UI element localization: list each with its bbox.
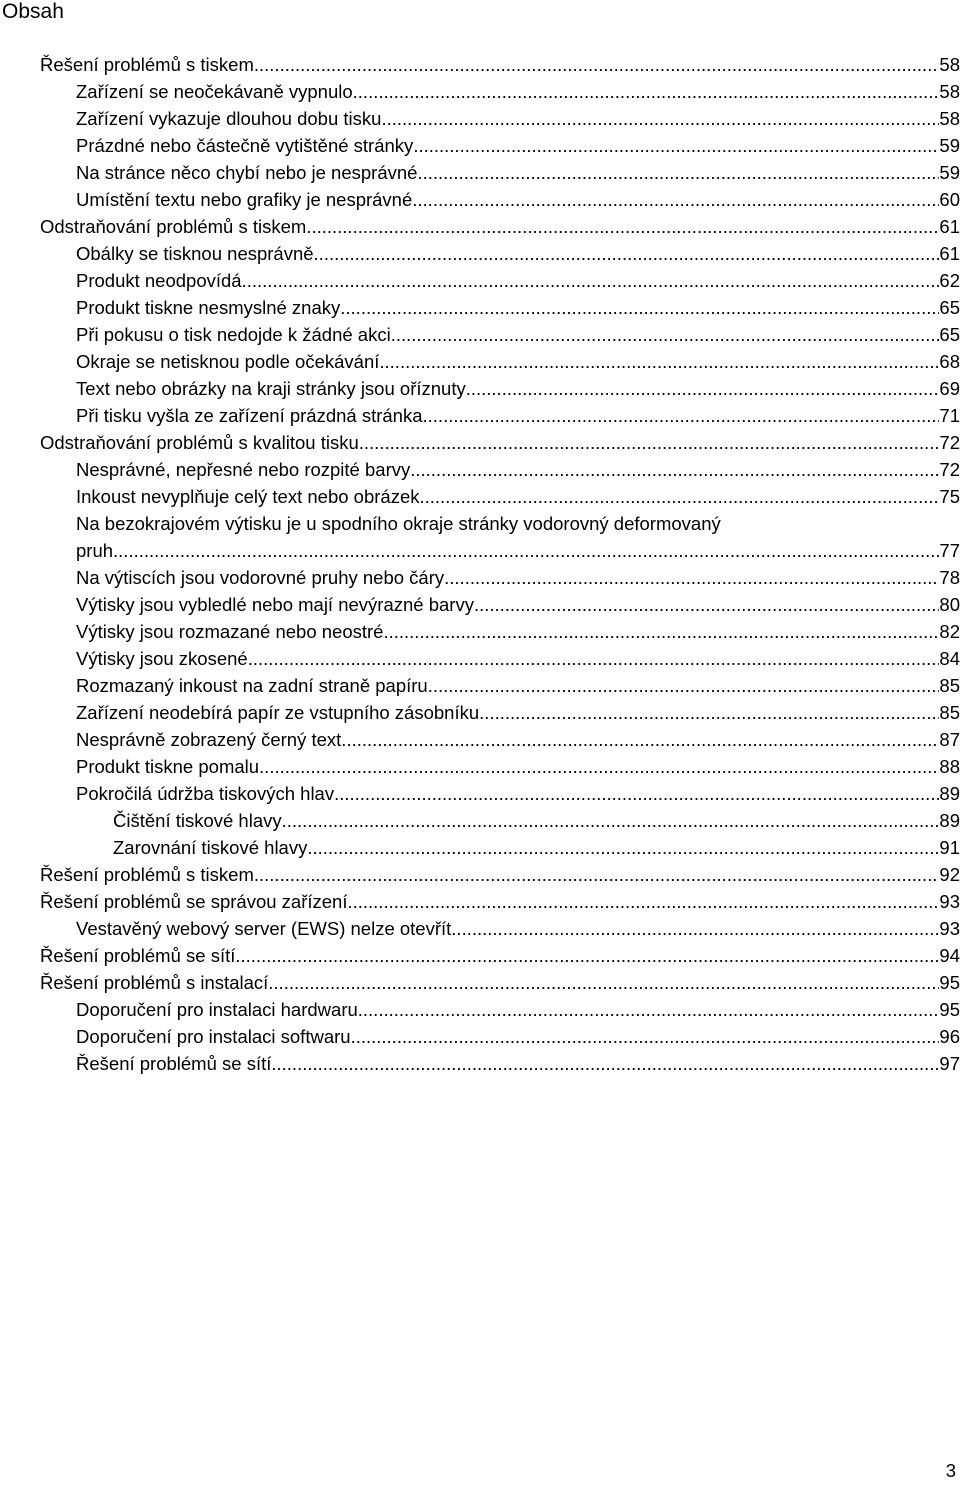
toc-entry-page: 65 [939, 297, 960, 318]
toc-entry[interactable] [76, 78, 960, 105]
toc-entry-title: Obálky se tisknou nesprávně [76, 243, 314, 264]
toc-entry[interactable] [76, 375, 960, 402]
toc-leader-dots [347, 888, 939, 915]
toc-entry-title: Vestavěný webový server (EWS) nelze otevřít [76, 918, 452, 939]
toc-entry-page: 61 [939, 216, 960, 237]
toc-leader-dots [428, 672, 940, 699]
toc-leader-dots [420, 483, 940, 510]
toc-entry[interactable] [76, 780, 960, 807]
toc-leader-dots [444, 564, 939, 591]
toc-leader-dots [235, 942, 939, 969]
toc-entry-title: Čištění tiskové hlavy [113, 810, 282, 831]
toc-leader-dots [268, 969, 939, 996]
toc-entry-title: Výtisky jsou vybledlé nebo mají nevýrazné barvy [76, 594, 474, 615]
toc-entry-title: Prázdné nebo částečně vytištěné stránky [76, 135, 414, 156]
toc-entry-title: Řešení problémů s instalací [40, 972, 269, 993]
toc-entry[interactable] [76, 645, 960, 672]
toc-entry[interactable] [76, 159, 960, 186]
toc-entry-page: 60 [939, 189, 960, 210]
toc-entry[interactable] [76, 672, 960, 699]
toc-entry-page: 61 [939, 243, 960, 264]
toc-entry-page: 59 [939, 135, 960, 156]
toc-entry-title: Doporučení pro instalaci hardwaru [76, 999, 358, 1020]
toc-entry[interactable] [76, 591, 960, 618]
toc-entry-page: 65 [939, 324, 960, 345]
toc-entry[interactable] [40, 429, 960, 456]
toc-entry-title: Nesprávně zobrazený černý text [76, 729, 342, 750]
toc-leader-dots [242, 267, 940, 294]
toc-entry-title: Odstraňování problémů s tiskem [40, 216, 307, 237]
toc-entry-title: Řešení problémů se sítí [76, 1053, 272, 1074]
toc-leader-dots [359, 429, 940, 456]
toc-leader-dots [383, 618, 939, 645]
toc-leader-dots [412, 186, 939, 213]
toc-entry[interactable] [76, 456, 960, 483]
toc-entry[interactable] [76, 1023, 960, 1050]
toc-leader-dots [307, 834, 939, 861]
toc-entry-page: 77 [939, 540, 960, 561]
toc-entry-page: 95 [939, 972, 960, 993]
toc-entry[interactable] [76, 618, 960, 645]
toc-entry-title: Okraje se netisknou podle očekávání [76, 351, 380, 372]
toc-leader-dots [466, 375, 940, 402]
toc-leader-dots [282, 807, 940, 834]
toc-leader-dots [423, 402, 940, 429]
toc-entry-title: pruh [76, 540, 114, 561]
toc-entry-page: 95 [939, 999, 960, 1020]
toc-entry[interactable] [76, 915, 960, 942]
toc-entry[interactable] [40, 51, 960, 78]
toc-entry-title: Text nebo obrázky na kraji stránky jsou oříznuty [76, 378, 466, 399]
toc-entry-page: 84 [939, 648, 960, 669]
toc-leader-dots [248, 645, 940, 672]
toc-entry-page: 92 [939, 864, 960, 885]
toc-leader-dots [353, 78, 940, 105]
toc-entry[interactable] [76, 321, 960, 348]
table-of-contents [40, 51, 960, 1077]
toc-entry-page: 85 [939, 702, 960, 723]
toc-entry[interactable] [76, 267, 960, 294]
toc-entry-title: Řešení problémů s tiskem [40, 54, 254, 75]
toc-entry-title: Zarovnání tiskové hlavy [113, 837, 308, 858]
toc-leader-dots [379, 348, 939, 375]
toc-leader-dots [254, 861, 940, 888]
toc-entry-title: Zařízení se neočekávaně vypnulo [76, 81, 353, 102]
toc-entry-page: 75 [939, 486, 960, 507]
toc-entry-page: 71 [939, 405, 960, 426]
toc-entry-page: 93 [939, 891, 960, 912]
toc-entry-title: Výtisky jsou zkosené [76, 648, 248, 669]
toc-leader-dots [417, 159, 939, 186]
toc-leader-dots [314, 240, 940, 267]
toc-entry-title-line[interactable]: Na bezokrajovém výtisku je u spodního okraje stránky vodorovný deformovaný [76, 513, 721, 534]
toc-leader-dots [254, 51, 940, 78]
toc-entry-title: Produkt tiskne pomalu [76, 756, 260, 777]
toc-entry[interactable] [40, 888, 960, 915]
toc-entry[interactable] [76, 483, 960, 510]
toc-entry[interactable] [76, 105, 960, 132]
toc-entry-page: 96 [939, 1026, 960, 1047]
toc-leader-dots [259, 753, 939, 780]
toc-entry-page: 78 [939, 567, 960, 588]
toc-entry-page: 97 [939, 1053, 960, 1074]
toc-entry[interactable] [76, 564, 960, 591]
toc-entry-title: Nesprávné, nepřesné nebo rozpité barvy [76, 459, 411, 480]
toc-entry-page: 68 [939, 351, 960, 372]
toc-entry-title: Řešení problémů s tiskem [40, 864, 254, 885]
toc-entry[interactable] [76, 537, 960, 564]
toc-entry[interactable] [113, 834, 960, 861]
toc-entry[interactable] [76, 186, 960, 213]
toc-leader-dots [271, 1050, 939, 1077]
toc-entry-title: Odstraňování problémů s kvalitou tisku [40, 432, 359, 453]
toc-entry[interactable] [76, 996, 960, 1023]
toc-entry-title: Produkt tiskne nesmyslné znaky [76, 297, 341, 318]
page-number: 3 [945, 1460, 956, 1481]
toc-entry-title: Řešení problémů se sítí [40, 945, 236, 966]
toc-leader-dots [413, 132, 939, 159]
toc-leader-dots [351, 1023, 940, 1050]
toc-entry[interactable] [113, 807, 960, 834]
toc-entry-page: 93 [939, 918, 960, 939]
toc-entry[interactable] [76, 294, 960, 321]
toc-entry-page: 58 [939, 81, 960, 102]
toc-entry-title: Řešení problémů se správou zařízení [40, 891, 348, 912]
toc-entry-page: 72 [939, 459, 960, 480]
toc-entry[interactable] [40, 213, 960, 240]
page-title: Obsah [2, 0, 64, 23]
toc-entry[interactable] [76, 1050, 960, 1077]
toc-entry[interactable] [76, 348, 960, 375]
toc-entry[interactable] [76, 240, 960, 267]
toc-entry-page: 85 [939, 675, 960, 696]
toc-leader-dots [113, 537, 939, 564]
toc-leader-dots [306, 213, 939, 240]
toc-entry-page: 88 [939, 756, 960, 777]
toc-entry-page: 89 [939, 810, 960, 831]
toc-entry-title: Produkt neodpovídá [76, 270, 242, 291]
toc-entry-page: 58 [939, 108, 960, 129]
toc-leader-dots [479, 699, 939, 726]
toc-leader-dots [451, 915, 939, 942]
toc-entry-page: 69 [939, 378, 960, 399]
toc-entry[interactable] [76, 753, 960, 780]
toc-entry[interactable] [76, 402, 960, 429]
toc-entry[interactable] [40, 969, 960, 996]
toc-entry-page: 62 [939, 270, 960, 291]
toc-entry-title: Pokročilá údržba tiskových hlav [76, 783, 335, 804]
toc-leader-dots [381, 105, 939, 132]
toc-entry-page: 91 [939, 837, 960, 858]
toc-leader-dots [358, 996, 940, 1023]
toc-entry-page: 58 [939, 54, 960, 75]
toc-entry[interactable] [76, 726, 960, 753]
toc-entry-title: Výtisky jsou rozmazané nebo neostré [76, 621, 384, 642]
toc-entry-title: Umístění textu nebo grafiky je nesprávné [76, 189, 413, 210]
toc-entry-page: 87 [939, 729, 960, 750]
toc-entry-page: 72 [939, 432, 960, 453]
toc-leader-dots [341, 726, 939, 753]
toc-entry-title: Zařízení neodebírá papír ze vstupního zásobníku [76, 702, 480, 723]
toc-entry-title: Při pokusu o tisk nedojde k žádné akci [76, 324, 391, 345]
toc-entry[interactable] [76, 699, 960, 726]
toc-leader-dots [474, 591, 939, 618]
toc-entry-title: Při tisku vyšla ze zařízení prázdná stránka [76, 405, 423, 426]
toc-leader-dots [391, 321, 940, 348]
toc-leader-dots [334, 780, 939, 807]
toc-entry-title: Inkoust nevyplňuje celý text nebo obrázek [76, 486, 420, 507]
toc-entry-title: Na stránce něco chybí nebo je nesprávné [76, 162, 418, 183]
toc-leader-dots [410, 456, 939, 483]
toc-leader-dots [340, 294, 939, 321]
toc-entry-title: Zařízení vykazuje dlouhou dobu tisku [76, 108, 382, 129]
toc-entry-page: 89 [939, 783, 960, 804]
toc-entry-page: 59 [939, 162, 960, 183]
toc-entry[interactable] [40, 942, 960, 969]
toc-entry-title: Rozmazaný inkoust na zadní straně papíru [76, 675, 428, 696]
toc-entry[interactable] [40, 861, 960, 888]
toc-entry-page: 82 [939, 621, 960, 642]
toc-entry-title: Na výtiscích jsou vodorovné pruhy nebo čáry [76, 567, 445, 588]
toc-entry-page: 94 [939, 945, 960, 966]
toc-entry-page: 80 [939, 594, 960, 615]
toc-entry[interactable] [76, 132, 960, 159]
toc-entry-title: Doporučení pro instalaci softwaru [76, 1026, 351, 1047]
